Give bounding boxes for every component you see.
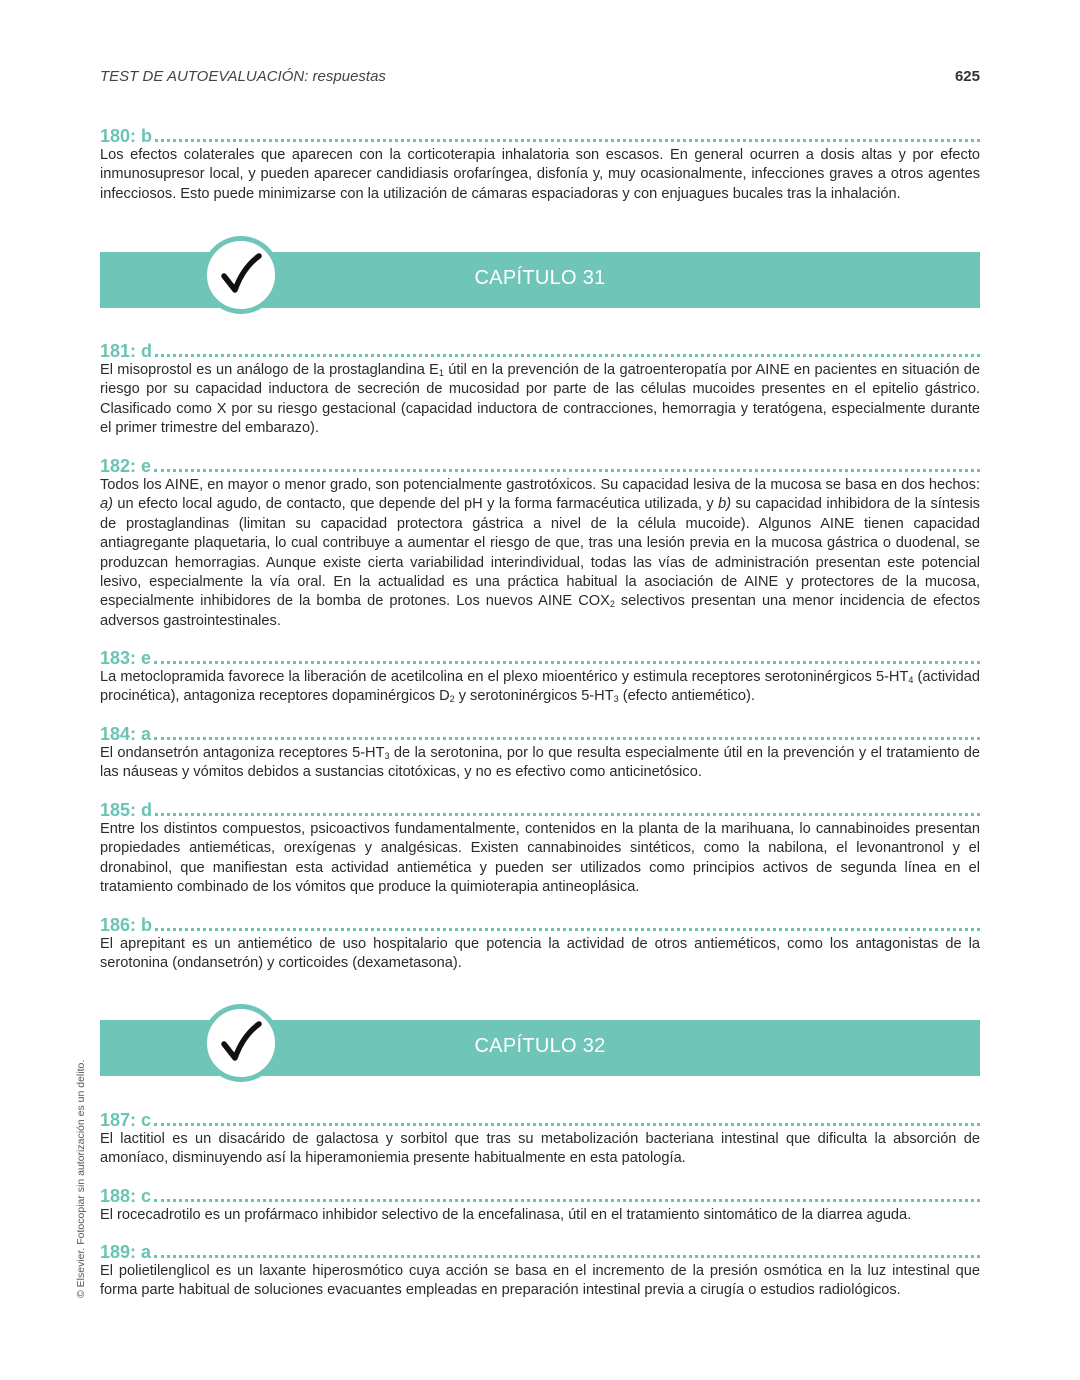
answer-text: El ondansetrón antagoniza receptores $5-HT_3$ de la serotonina, por lo que resulta especialmente útil en la prevención y el tratamiento de las náuseas y vómitos debidos a sustancias citotóxicas, y no es efectivo como anticinetósico. <box>100 745 980 781</box>
answer-182 <box>100 456 980 631</box>
answer-183 <box>100 648 980 707</box>
answer-181 <box>100 341 980 439</box>
dotted-leader <box>154 1123 980 1126</box>
answer-text: El aprepitant es un antiemético de uso hospitalario que potencia la actividad de otros antieméticos, como los antagonistas de la serotonina (ondansetrón) y corticoides (dexametasona). <box>100 936 980 972</box>
answer-text: Los efectos colaterales que aparecen con la corticoterapia inhalatoria son escasos. En general ocurren a dosis altas y por efecto inmunosupresor local, y pueden aparecer candidiasis orofaríngea, disfonía y, muy ocasionalmente, infecciones graves a otros agentes infecciosos. Esto puede minimizarse con la utilización de cámaras espaciadoras y con enjuagues bucales tras la inhalación. <box>100 147 980 202</box>
answer-186 <box>100 915 980 974</box>
answer-text: Todos los AINE, en mayor o menor grado, son potencialmente gastrotóxicos. Su capacidad lesiva de la mucosa se basa en dos hechos: a) un efecto local agudo, de contacto, que depende del pH y la forma farmacéutica utilizada, y b) su capacidad inhibidora de la síntesis de prostaglandinas (limitan su capacidad protectora gástrica a nivel de la célula mucoide). Algunos AINE tienen capacidad antiagregante plaquetaria, lo cual contribuye a aumentar el riesgo de que, tras una lesión previa en la mucosa gástrica o duodenal, se produzcan hemorragias. Aunque existe cierta variabilidad interindividual, todas las vías de administración presentan este potencial lesivo, especialmente la vía oral. En la actualidad es una práctica habitual la asociación de AINE y protectores de la mucosa, especialmente inhibidores de la bomba de protones. Los nuevos AINE $COX_2$ selectivos presentan una menor incidencia de efectos adversos gastrointestinales. <box>100 477 980 629</box>
chapter-title: CAPÍTULO 32 <box>474 1035 606 1057</box>
answer-label: 185: d <box>100 800 153 820</box>
answer-188 <box>100 1186 980 1225</box>
answer-189 <box>100 1242 980 1301</box>
answer-label: 186: b <box>100 915 153 935</box>
answer-label: 184: a <box>100 724 152 744</box>
running-head <box>100 68 980 90</box>
answer-label: 189: a <box>100 1242 152 1262</box>
chapter-31-banner <box>100 252 980 308</box>
answer-text: Entre los distintos compuestos, psicoactivos fundamentalmente, contenidos en la planta de la marihuana, lo cannabinoides presentan propiedades antieméticas, orexígenas y analgésicas. Existen cannabinoides sintéticos, como la nabilona, el levonantronol y el dronabinol, que manifiestan esta actividad antiemética y pueden ser utilizados como principios activos de segunda línea en el tratamiento combinado de los vómitos que produce la quimioterapia antineoplásica. <box>100 821 980 896</box>
answer-label: 180: b <box>100 126 153 146</box>
answer-label: 182: e <box>100 456 152 476</box>
chapter-title: CAPÍTULO 31 <box>474 267 606 289</box>
answer-label: 181: d <box>100 341 153 361</box>
chapter-32-banner <box>100 1020 980 1076</box>
page-number: 625 <box>954 68 980 85</box>
dotted-leader <box>155 813 980 816</box>
copyright-notice: © Elsevier. Fotocopiar sin autorización es un delito. <box>75 1059 87 1298</box>
dotted-leader <box>154 1255 980 1258</box>
answer-187 <box>100 1110 980 1169</box>
answer-180 <box>100 126 980 204</box>
dotted-leader <box>155 139 980 142</box>
answer-text: La metoclopramida favorece la liberación de acetilcolina en el plexo mioentérico y estimula receptores serotoninérgicos $5-HT_4$ (actividad procinética), antagoniza receptores dopaminérgicos $D_2$ y serotoninérgicos $5-HT_3$ (efecto antiemético). <box>100 669 981 705</box>
answer-label: 187: c <box>100 1110 152 1130</box>
dotted-leader <box>154 661 980 664</box>
dotted-leader <box>155 928 980 931</box>
answer-text: El misoprostol es un análogo de la prostaglandina $E_1$ útil en la prevención de la gatroenteropatía por AINE en pacientes en situación de riesgo por su capacidad inductora de secreción de mucosidad por parte de las células mucoides presentes en el epitelio gástrico. Clasificado como X por su riesgo gestacional (capacidad inductora de contracciones, hemorragia y teratógena, especialmente durante el primer trimestre del embarazo). <box>100 362 981 437</box>
answer-185 <box>100 800 980 898</box>
answer-text: El polietilenglicol es un laxante hiperosmótico cuya acción se basa en el incremento de la presión osmótica en la luz intestinal que forma parte habitual de soluciones evacuantes empleadas en preparación intestinal previa a cirugía o estudios radiológicos. <box>100 1263 980 1299</box>
dotted-leader <box>154 469 980 472</box>
answer-text: El rocecadrotilo es un profármaco inhibidor selectivo de la encefalinasa, útil en el tratamiento sintomático de la diarrea aguda. <box>100 1207 912 1223</box>
answer-label: 183: e <box>100 648 152 668</box>
running-title: TEST DE AUTOEVALUACIÓN: respuestas <box>100 68 386 85</box>
answer-label: 188: c <box>100 1186 152 1206</box>
answer-text: El lactitiol es un disacárido de galactosa y sorbitol que tras su metabolización bacteriana intestinal que dificulta la absorción de amoníaco, disminuyendo así la hiperamoniemia presente habitualmente en esta patología. <box>100 1131 980 1167</box>
dotted-leader <box>155 354 980 357</box>
answer-184 <box>100 724 980 783</box>
dotted-leader <box>154 1199 980 1202</box>
dotted-leader <box>154 737 980 740</box>
